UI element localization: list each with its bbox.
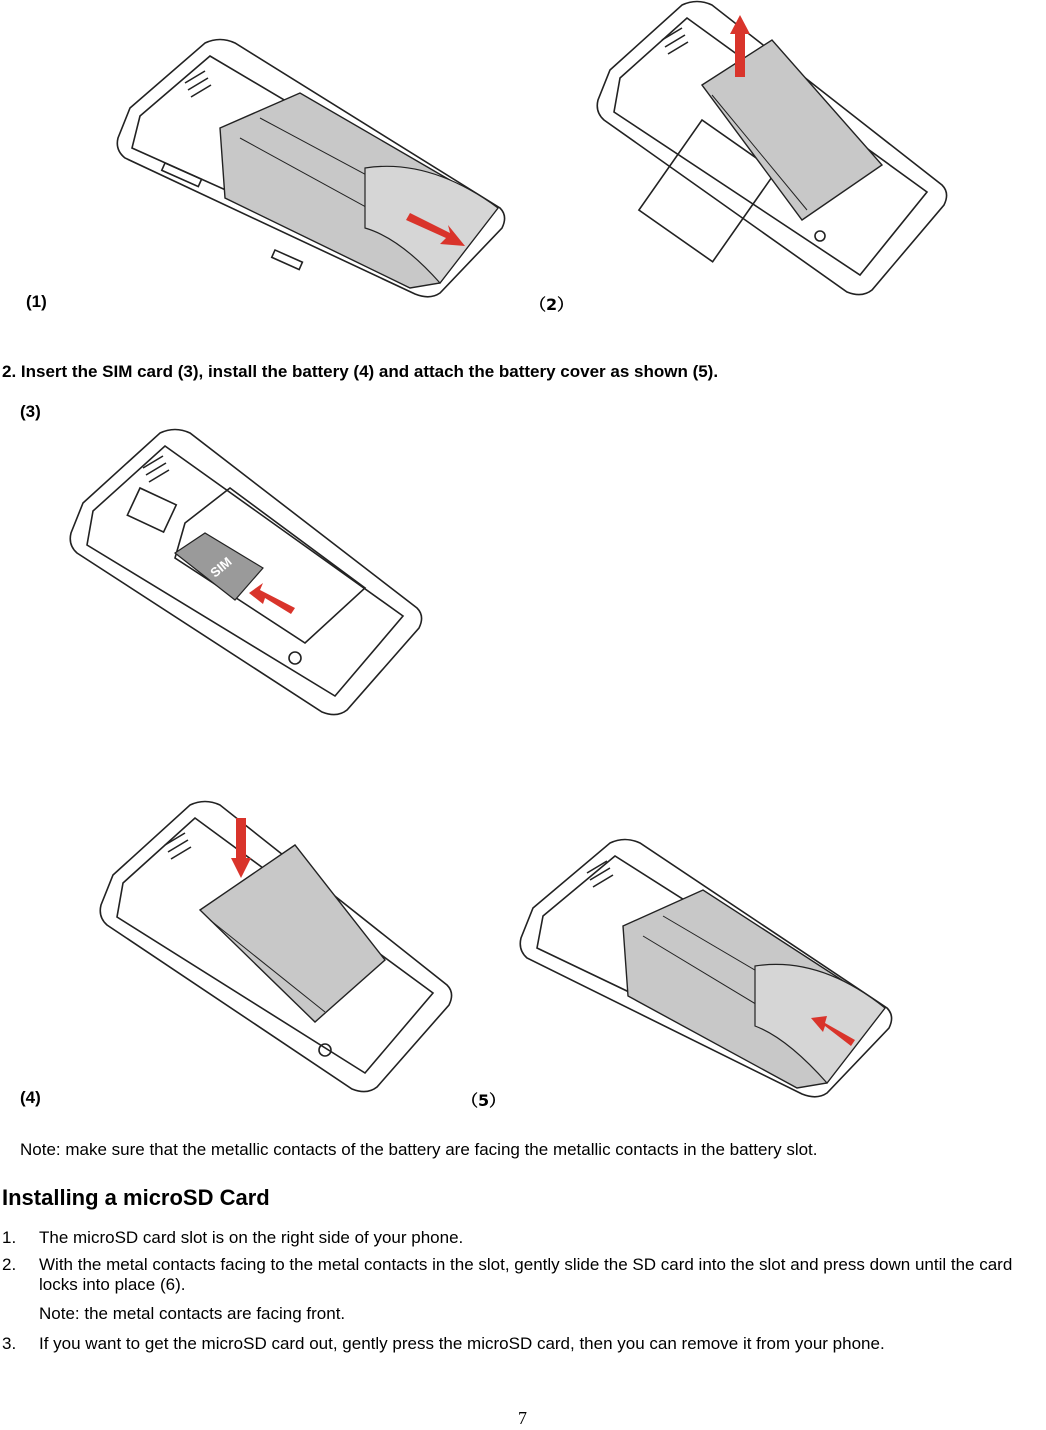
- step-2-instruction: 2. Insert the SIM card (3), install the battery (4) and attach the battery cover as shown (5).: [2, 362, 719, 381]
- figure-3-illustration: [65, 428, 427, 718]
- list-item-text: The microSD card slot is on the right side of your phone.: [39, 1228, 464, 1247]
- figure-2-label: （2）: [530, 295, 574, 314]
- list-item-subnote: Note: the metal contacts are facing front.: [39, 1304, 346, 1323]
- list-item: [2, 1255, 1046, 1295]
- battery-contacts-note: Note: make sure that the metallic contacts of the battery are facing the metallic contacts in the battery slot.: [20, 1140, 818, 1159]
- section-heading: Installing a microSD Card: [2, 1185, 270, 1210]
- sim-card-text: SIM: [207, 553, 235, 581]
- figure-1-label: (1): [26, 292, 47, 311]
- list-item-number: 2.: [2, 1255, 17, 1274]
- figure-4-illustration: [95, 800, 457, 1095]
- list-item-number: 1.: [2, 1228, 17, 1247]
- page-number: 7: [518, 1408, 527, 1428]
- figure-5-illustration: [515, 838, 895, 1100]
- figure-3-label: (3): [20, 402, 41, 421]
- list-item-text: If you want to get the microSD card out, gently press the microSD card, then you can remove it from your phone.: [39, 1334, 885, 1353]
- list-item: [2, 1334, 1046, 1374]
- list-item: [2, 1228, 1046, 1248]
- figure-1-illustration: [110, 38, 505, 300]
- list-item-number: 3.: [2, 1334, 17, 1353]
- figure-5-label: （5）: [462, 1091, 506, 1110]
- figure-4-label: (4): [20, 1088, 41, 1107]
- list-item-text: With the metal contacts facing to the metal contacts in the slot, gently slide the SD card into the slot and press down until the card locks into place (6).: [39, 1255, 1013, 1294]
- figure-2-illustration: [592, 0, 952, 298]
